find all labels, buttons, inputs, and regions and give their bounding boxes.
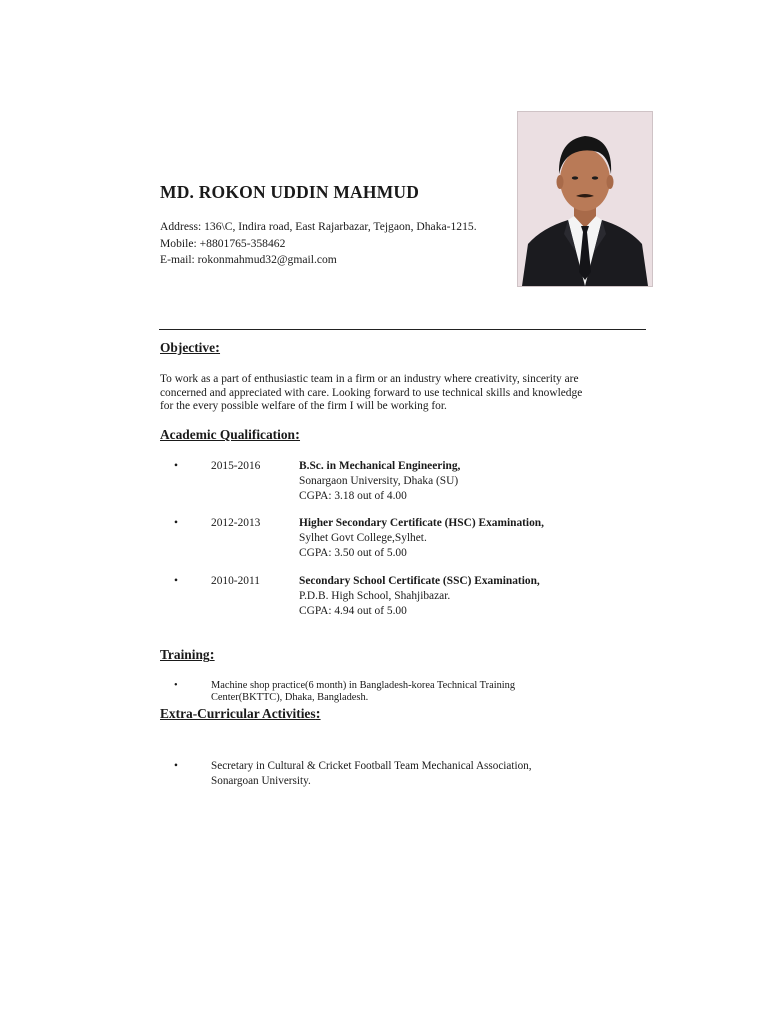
email-line: E-mail: rokonmahmud32@gmail.com <box>160 253 337 266</box>
profile-photo <box>517 111 653 287</box>
objective-line: To work as a part of enthusiastic team in a firm or an industry where creativity, sincerity are <box>160 373 579 385</box>
extracurricular-heading-colon: : <box>315 706 321 722</box>
academic-detail <box>299 459 460 504</box>
extracurricular-text <box>211 759 532 789</box>
academic-years: 2015-2016 <box>211 460 261 472</box>
academic-degree: B.Sc. in Mechanical Engineering, <box>299 460 461 472</box>
academic-degree: Higher Secondary Certificate (HSC) Examination, <box>299 517 544 529</box>
extracurricular-line: Sonargoan University. <box>211 775 311 787</box>
academic-institution: Sonargaon University, Dhaka (SU) <box>299 475 459 487</box>
academic-institution: Sylhet Govt College,Sylhet. <box>299 532 427 544</box>
address-line: Address: 136\C, Indira road, East Rajarbazar, Tejgaon, Dhaka-1215. <box>160 220 477 233</box>
academic-result: CGPA: 3.50 out of 5.00 <box>299 547 407 559</box>
academic-detail <box>299 574 540 619</box>
candidate-name: MD. ROKON UDDIN MAHMUD <box>160 182 420 202</box>
academic-institution: P.D.B. High School, Shahjibazar. <box>299 590 451 602</box>
academic-years: 2010-2011 <box>211 575 260 587</box>
extracurricular-line: Secretary in Cultural & Cricket Football Team Mechanical Association, <box>211 760 532 772</box>
extracurricular-heading-text: Extra-Curricular Activities <box>160 706 316 721</box>
objective-line: for the every possible welfare of the firm I will be working for. <box>160 400 447 413</box>
contact-block <box>160 219 477 269</box>
bullet: • <box>174 680 178 691</box>
objective-heading <box>160 340 220 357</box>
training-line: Machine shop practice(6 month) in Bangladesh-korea Technical Training <box>211 680 516 691</box>
bullet: • <box>174 575 178 587</box>
academic-degree: Secondary School Certificate (SSC) Examination, <box>299 575 540 587</box>
training-heading-text: Training <box>160 647 210 662</box>
objective-text <box>160 373 620 414</box>
academic-heading <box>160 427 300 444</box>
academic-heading-colon: : <box>295 427 301 443</box>
extracurricular-heading <box>160 706 321 723</box>
section-divider <box>159 329 646 330</box>
training-heading <box>160 647 215 664</box>
bullet: • <box>174 760 178 772</box>
academic-years: 2012-2013 <box>211 517 261 529</box>
objective-heading-text: Objective <box>160 340 216 355</box>
training-text <box>211 680 515 704</box>
training-heading-colon: : <box>209 647 215 663</box>
mobile-line: Mobile: +8801765-358462 <box>160 236 286 250</box>
portrait-illustration <box>518 112 652 286</box>
bullet: • <box>174 517 178 529</box>
academic-result: CGPA: 3.18 out of 4.00 <box>299 490 407 502</box>
bullet: • <box>174 460 178 472</box>
objective-heading-colon: : <box>215 340 221 356</box>
academic-heading-text: Academic Qualification <box>160 427 296 442</box>
academic-detail <box>299 516 544 561</box>
academic-result: CGPA: 4.94 out of 5.00 <box>299 605 407 617</box>
objective-line: concerned and appreciated with care. Looking forward to use technical skills and knowledge <box>160 386 583 399</box>
training-line: Center(BKTTC), Dhaka, Bangladesh. <box>211 692 369 703</box>
